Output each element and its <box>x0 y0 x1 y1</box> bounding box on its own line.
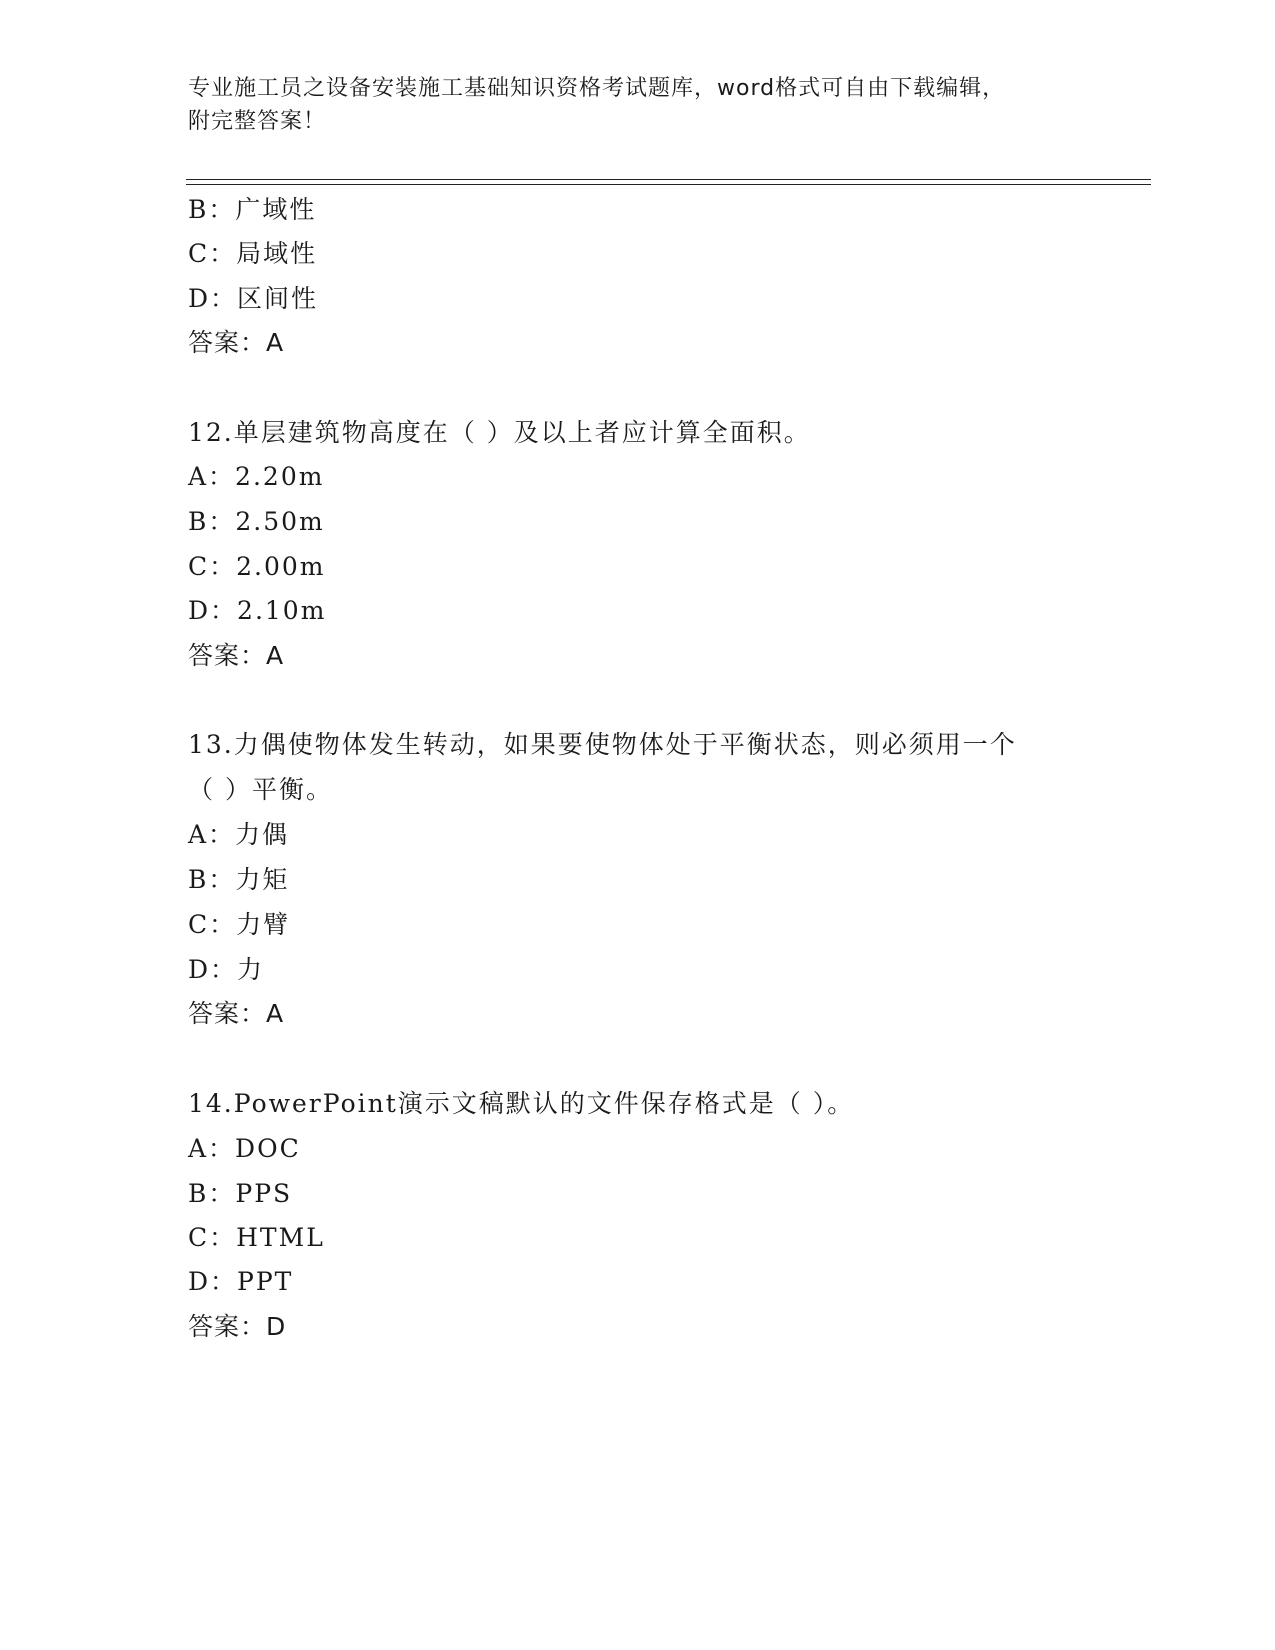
q12-option-b: B：2.50m <box>188 507 325 536</box>
q11-answer: 答案：A <box>188 328 285 357</box>
header-title-line-2: 附完整答案！ <box>188 109 327 134</box>
q11-option-b: B：广域性 <box>188 195 317 224</box>
q13-answer: 答案：A <box>188 999 285 1028</box>
q13-option-d: D：力 <box>188 955 265 984</box>
document-header <box>188 72 1088 138</box>
q13-question-line-2: （ ）平衡。 <box>188 775 333 804</box>
q12-option-a: A：2.20m <box>188 462 325 491</box>
q14-option-d: D：PPT <box>188 1267 294 1296</box>
q14-option-b: B：PPS <box>188 1179 293 1208</box>
q12-option-c: C：2.00m <box>188 552 326 581</box>
q11-option-c: C：局域性 <box>188 239 318 268</box>
q12-option-d: D：2.10m <box>188 596 327 625</box>
q13-option-b: B：力矩 <box>188 865 290 894</box>
header-divider-bottom <box>186 184 1151 185</box>
q14-option-c: C：HTML <box>188 1223 325 1252</box>
q14-option-a: A：DOC <box>188 1134 301 1163</box>
q13-option-c: C：力臂 <box>188 910 291 939</box>
q14-answer: 答案：D <box>188 1312 287 1341</box>
header-title-line-1: 专业施工员之设备安装施工基础知识资格考试题库，word格式可自由下载编辑， <box>188 76 1006 101</box>
q13-option-a: A：力偶 <box>188 820 290 849</box>
q14-question: 14.PowerPoint演示文稿默认的文件保存格式是（ ）。 <box>188 1089 855 1118</box>
q13-question-line-1: 13.力偶使物体发生转动，如果要使物体处于平衡状态，则必须用一个 <box>188 730 1017 759</box>
q11-option-d: D：区间性 <box>188 284 319 313</box>
q12-question: 12.单层建筑物高度在（ ）及以上者应计算全面积。 <box>188 418 811 447</box>
header-divider-top <box>186 179 1151 180</box>
q12-answer: 答案：A <box>188 641 285 670</box>
